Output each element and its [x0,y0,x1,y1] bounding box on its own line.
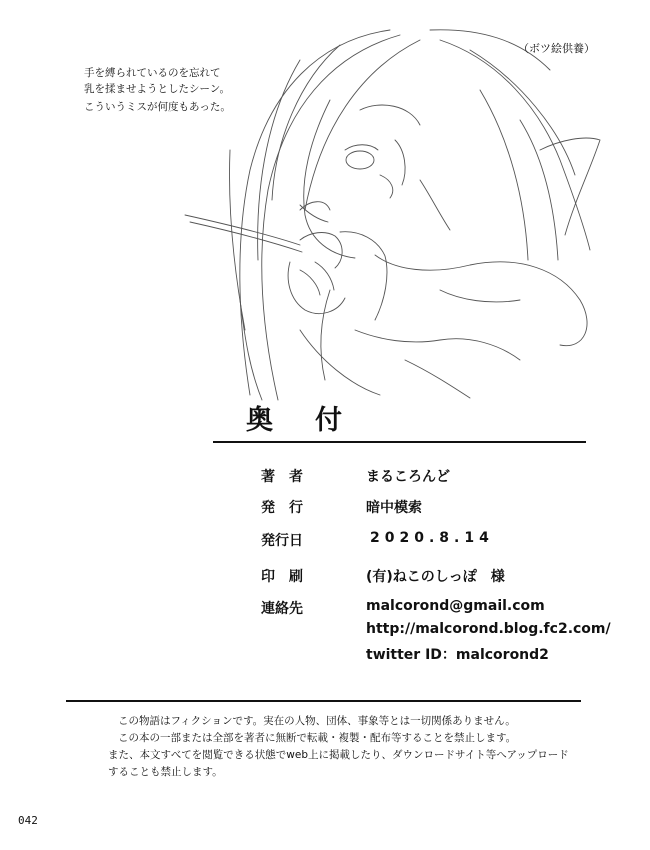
title-rule [213,441,586,443]
hands-and-object [185,202,345,314]
caption-line: 手を縛られているのを忘れて [84,67,221,79]
contact-email: malcorond@gmail.com [366,598,545,614]
caption-line: 乳を揉ませようとしたシーン。 [84,83,230,95]
publisher-value: 暗中模索 [366,500,422,516]
disclaimer-line: することも禁止します。 [108,766,223,778]
illustration-caption [84,65,231,115]
illustration-tag: （ボツ絵供養） [518,42,595,55]
face-and-body [300,100,587,398]
disclaimer-line: また、本文すべてを閲覧できる状態でweb上に掲載したり、ダウンロードサイト等へアップロード [108,749,569,761]
disclaimer-line: この物語はフィクションです。実在の人物、団体、事象等とは一切関係ありません。 [118,715,516,727]
author-label: 著者 [261,469,317,485]
date-label: 発行日 [261,533,303,549]
author-value: まるころんど [366,469,450,485]
printer-value: (有)ねこのしっぽ 様 [366,569,505,585]
date-value: 2020.8.14 [370,530,494,546]
disclaimer [108,713,569,781]
contact-label: 連絡先 [261,601,303,617]
caption-line: こういうミスが何度もあった。 [84,101,231,113]
printer-label: 印刷 [261,569,317,585]
colophon-title: 奥付 [246,405,384,436]
disclaimer-rule [66,700,581,702]
page-number: 042 [18,814,38,827]
publisher-label: 発行 [261,500,317,516]
disclaimer-line: この本の一部または全部を著者に無断で転載・複製・配布等することを禁止します。 [118,732,517,744]
contact-twitter: twitter ID：malcorond2 [366,647,549,663]
contact-blog-url: http://malcorond.blog.fc2.com/ [366,621,611,637]
hair-strands [230,30,600,400]
